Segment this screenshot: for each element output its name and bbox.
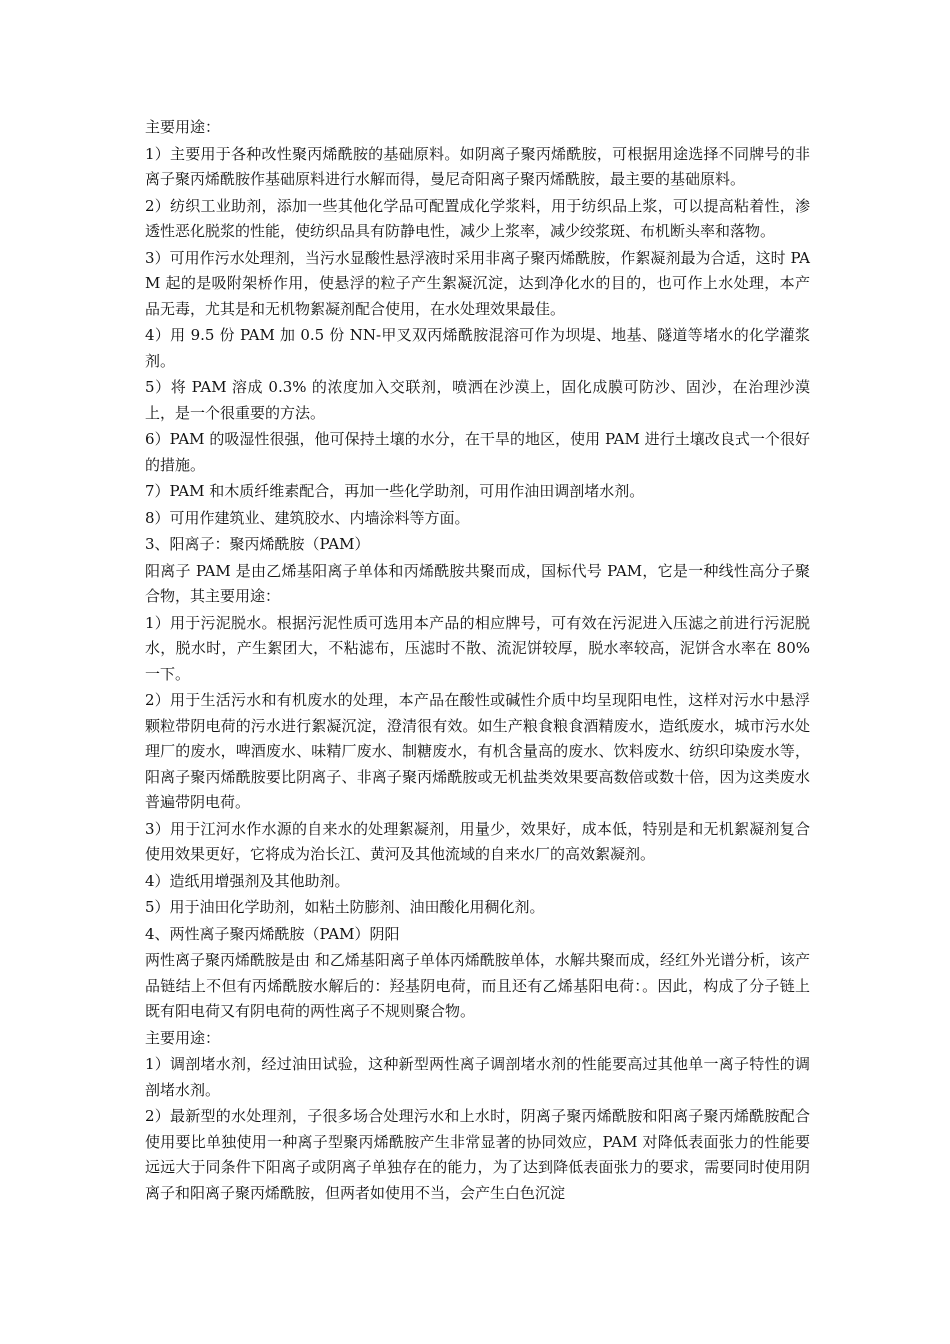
paragraph-item-5: 5）将 PAM 溶成 0.3% 的浓度加入交联剂，喷洒在沙漠上，固化成膜可防沙、固沙，在治理沙漠上，是一个很重要的方法。	[145, 378, 810, 422]
section-heading-main-uses-2: 主要用途：	[145, 1028, 221, 1047]
paragraph-item-4: 4）用 9.5 份 PAM 加 0.5 份 NN-甲叉双丙烯酰胺混溶可作为坝堤、地基、隧道等堵水的化学灌浆剂。	[145, 326, 810, 370]
paragraph-cationic-item-4: 4）造纸用增强剂及其他助剂。	[145, 871, 350, 890]
paragraph-cationic-item-5: 5）用于油田化学助剂，如粘土防膨剂、油田酸化用稠化剂。	[145, 898, 545, 916]
paragraph-cationic-intro: 阳离子 PAM 是由乙烯基阳离子单体和丙烯酰胺共聚而成，国标代号 PAM，它是一种线性高分子聚合物，其主要用途：	[145, 561, 810, 605]
paragraph-item-7: 7）PAM 和木质纤维素配合，再加一些化学助剂，可用作油田调剖堵水剂。	[145, 482, 645, 500]
paragraph-item-2: 2）纺织工业助剂，添加一些其他化学品可配置成化学浆料，用于纺织品上浆，可以提高粘着性，渗透性恶化脱浆的性能，使纺织品具有防静电性，减少上浆率，减少绞浆斑、布机断头率和落物。	[145, 196, 810, 240]
section-heading-main-uses: 主要用途：	[145, 118, 221, 136]
paragraph-cationic-item-3: 3）用于江河水作水源的自来水的处理絮凝剂，用量少，效果好，成本低，特别是和无机絮凝剂复合使用效果更好，它将成为治长江、黄河及其他流域的自来水厂的高效絮凝剂。	[145, 819, 810, 863]
paragraph-item-8: 8）可用作建筑业、建筑胶水、内墙涂料等方面。	[145, 508, 470, 527]
paragraph-item-1: 1）主要用于各种改性聚丙烯酰胺的基础原料。如阴离子聚丙烯酰胺，可根据用途选择不同牌号的非离子聚丙烯酰胺作基础原料进行水解而得，曼尼奇阳离子聚丙烯酰胺，最主要的基础原料。	[145, 144, 810, 188]
paragraph-cationic-item-1: 1）用于污泥脱水。根据污泥性质可选用本产品的相应牌号，可有效在污泥进入压滤之前进行污泥脱水，脱水时，产生絮团大，不粘滤布，压滤时不散、流泥饼较厚，脱水率较高，泥饼含水率在 80%一下。	[145, 613, 810, 683]
paragraph-amphoteric-item-1: 1）调剖堵水剂，经过油田试验，这种新型两性离子调剖堵水剂的性能要高过其他单一离子特性的调剖堵水剂。	[145, 1055, 810, 1099]
document-body	[145, 115, 810, 1207]
paragraph-item-6: 6）PAM 的吸湿性很强，他可保持土壤的水分，在干旱的地区，使用 PAM 进行土壤改良式一个很好的措施。	[145, 430, 810, 474]
paragraph-cationic-item-2: 2）用于生活污水和有机废水的处理，本产品在酸性或碱性介质中均呈现阳电性，这样对污水中悬浮颗粒带阴电荷的污水进行絮凝沉淀，澄清很有效。如生产粮食粮食酒精废水，造纸废水，城市污水处理厂的废水，啤酒废水、味精厂废水、制糖废水，有机含量高的废水、饮料废水、纺织印染废水等，阳离子聚丙烯酰胺要比阴离子、非离子聚丙烯酰胺或无机盐类效果要高数倍或数十倍，因为这类废水普遍带阴电荷。	[145, 691, 810, 811]
paragraph-amphoteric-item-2: 2）最新型的水处理剂，子很多场合处理污水和上水时，阴离子聚丙烯酰胺和阳离子聚丙烯酰胺配合使用要比单独使用一种离子型聚丙烯酰胺产生非常显著的协同效应，PAM 对降低表面张力的性能要远远大于同条件下阳离子或阴离子单独存在的能力，为了达到降低表面张力的要求，需要同时使用阴离子和阳离子聚丙烯酰胺，但两者如使用不当，会产生白色沉淀	[145, 1107, 810, 1202]
section-heading-cationic-pam: 3、阳离子：聚丙烯酰胺（PAM）	[145, 535, 370, 553]
paragraph-amphoteric-intro: 两性离子聚丙烯酰胺是由 和乙烯基阳离子单体丙烯酰胺单体，水解共聚而成，经红外光谱分析，该产品链结上不但有丙烯酰胺水解后的：羟基阴电荷，而且还有乙烯基阳电荷：。因此，构成了分子链上既有阳电荷又有阴电荷的两性离子不规则聚合物。	[145, 951, 810, 1020]
section-heading-amphoteric-pam: 4、两性离子聚丙烯酰胺（PAM）阴阳	[145, 924, 400, 943]
paragraph-item-3: 3）可用作污水处理剂，当污水显酸性悬浮液时采用非离子聚丙烯酰胺，作絮凝剂最为合适，这时 PAM 起的是吸附架桥作用，使悬浮的粒子产生絮凝沉淀，达到净化水的目的，也可作上水处理，本产品无毒，尤其是和无机物絮凝剂配合使用，在水处理效果最佳。	[145, 248, 810, 318]
